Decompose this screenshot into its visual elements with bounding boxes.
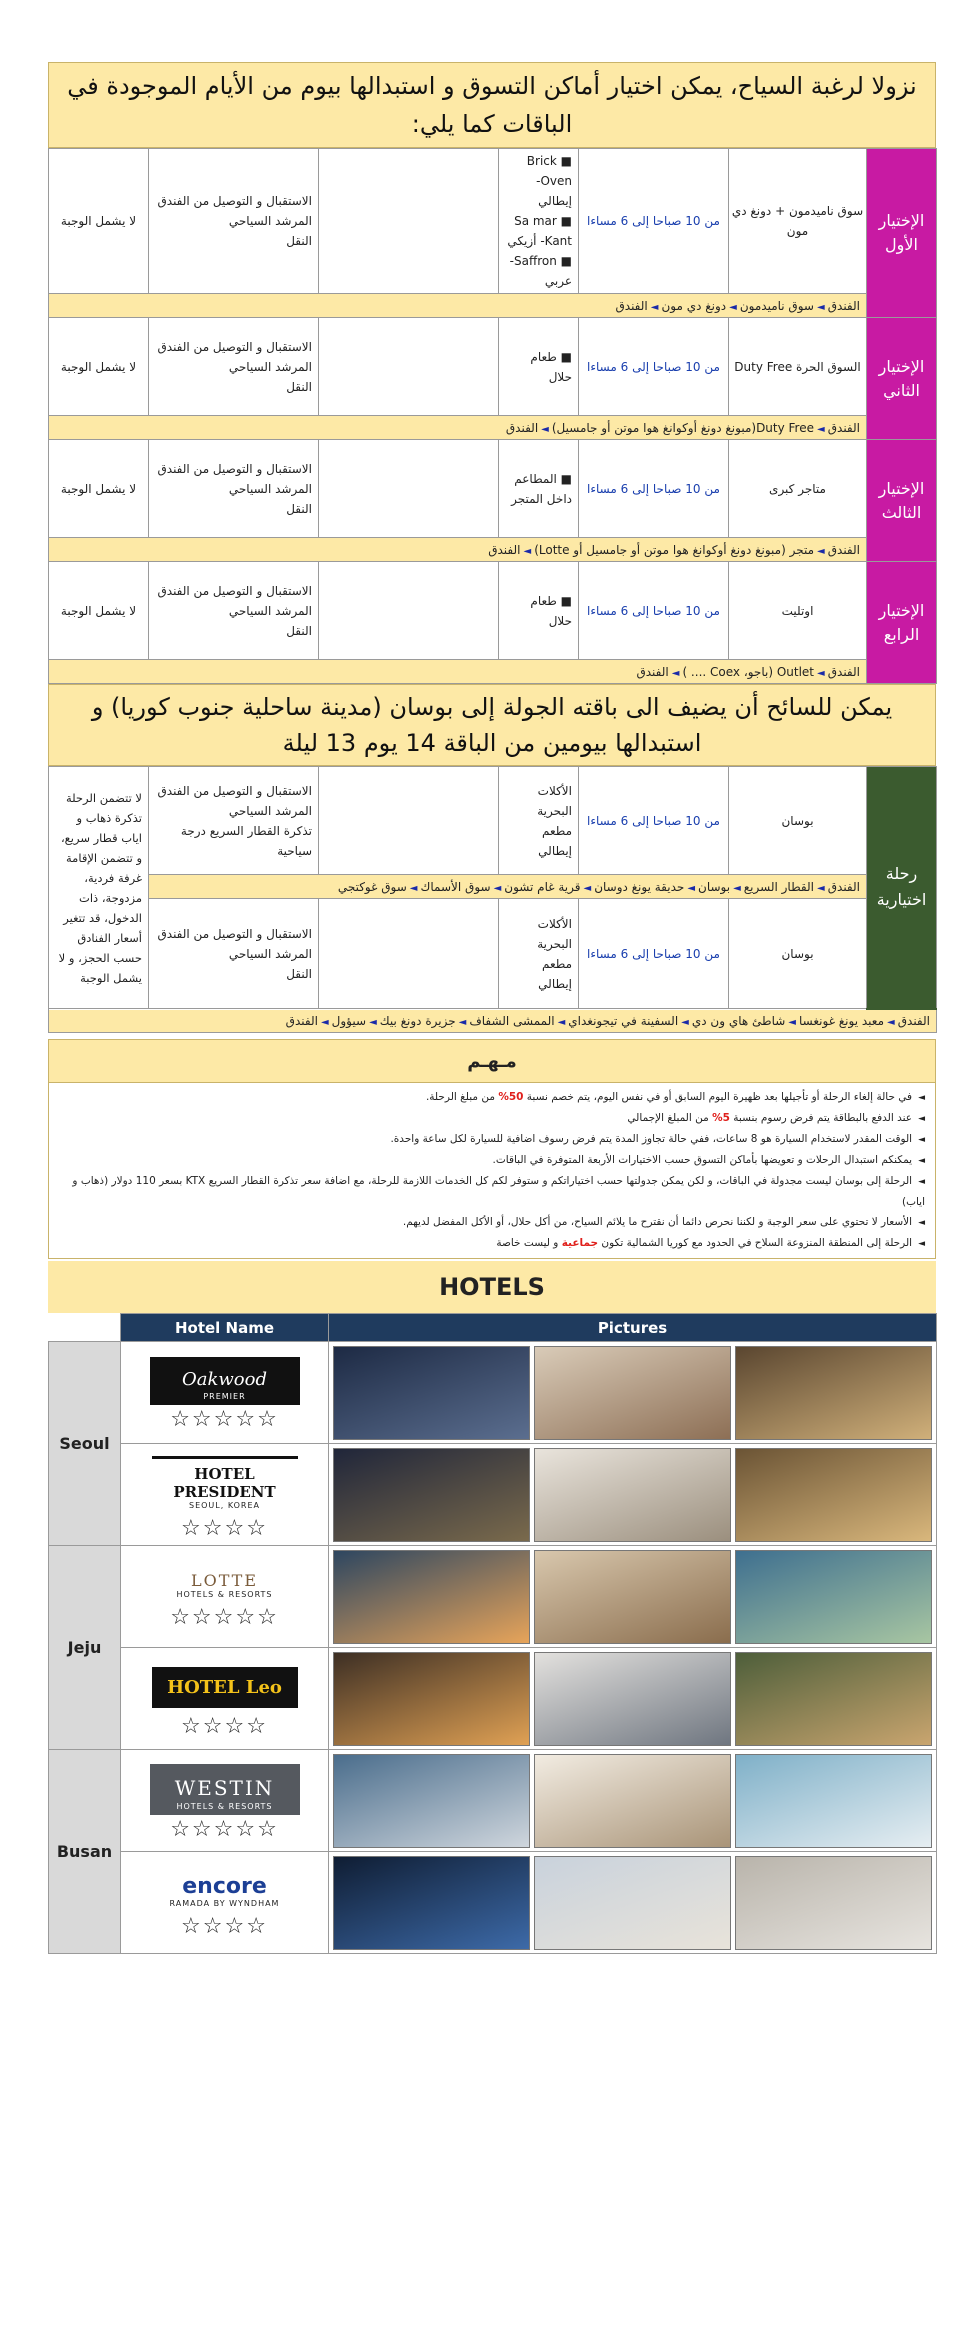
busan-day1-services — [149, 767, 319, 875]
hotel-photo — [333, 1346, 530, 1440]
arrow-left-icon: ◄ — [817, 667, 825, 679]
intro-header: نزولا لرغبة السياح، يمكن اختيار أماكن التسوق و استبدالها بيوم من الأيام الموجودة في الباقات كما يلي: — [48, 62, 936, 148]
hotel-pictures — [329, 1852, 937, 1954]
route-stop: Outlet (باجو، Coex .... ) — [682, 664, 814, 679]
arrow-left-icon: ◄ — [409, 882, 418, 894]
service-line: النقل — [286, 966, 312, 981]
hotel-name-header: Hotel Name — [121, 1314, 329, 1342]
hotel-pictures — [329, 1546, 937, 1648]
hotel-cell — [121, 1648, 329, 1750]
meal-line: ■ طعام حلال — [530, 349, 572, 384]
service-line: المرشد السياحي — [228, 481, 312, 496]
bullet-icon: ◄ — [918, 1177, 925, 1187]
highlight-text: جماعية — [561, 1237, 599, 1249]
busan-day1-time: من 10 صباحا إلى 6 مساءا — [579, 767, 729, 875]
option-services — [149, 318, 319, 416]
service-line: النقل — [286, 379, 312, 394]
meal-line: مطعم إيطالي — [538, 956, 572, 991]
hotel-photo — [735, 1346, 932, 1440]
option-time: من 10 صباحا إلى 6 مساءا — [579, 562, 729, 660]
route-stop: Duty Free(مبونغ دونغ أوكوانغ هوا موتن أو جامسيل) — [551, 420, 814, 435]
service-line: المرشد السياحي — [228, 359, 312, 374]
important-item: ◄في حالة إلغاء الرحلة أو تأجيلها بعد ظهيرة اليوم السابق أو في نفس اليوم، يتم خصم نسبة 50% من مبلغ الرحلة. — [425, 1091, 925, 1103]
route-stop: شاطئ هاي ون دي — [691, 1013, 786, 1028]
arrow-left-icon: ◄ — [817, 545, 825, 557]
hotel-photo — [534, 1652, 731, 1746]
hotel-logo-sub: HOTELS & RESORTS — [176, 1590, 273, 1599]
option-route — [49, 660, 867, 684]
important-item: ◄الأسعار لا تحتوي على سعر الوجبة و لكننا نحرص دائما أن نقترح ما يلائم السياح، من أكل حلال، أو الأكل المفضل لديهم. — [402, 1216, 925, 1228]
option-services — [149, 562, 319, 660]
busan-trip-label: رحلة اختيارية — [867, 767, 937, 1009]
option-route — [49, 416, 867, 440]
route-stop: الفندق — [505, 420, 539, 435]
hotel-photo — [735, 1856, 932, 1950]
option-meals — [499, 562, 579, 660]
option-meal-note: لا يشمل الوجبة — [49, 149, 149, 294]
arrow-left-icon: ◄ — [887, 1016, 895, 1028]
option-place: السوق الحرة Duty Free — [729, 318, 867, 416]
service-line: الاستقبال و التوصيل من الفندق — [157, 194, 312, 208]
option-meal-note: لا يشمل الوجبة — [49, 440, 149, 538]
important-item: ◄الرحلة إلى المنطقة المنزوعة السلاح في الحدود مع كوريا الشمالية تكون جماعية و ليست خاصة — [496, 1237, 925, 1249]
hotel-logo — [150, 1567, 300, 1603]
bullet-icon: ◄ — [918, 1114, 925, 1124]
bullet-icon: ◄ — [918, 1218, 925, 1228]
hotel-photo — [333, 1754, 530, 1848]
service-line: الاستقبال و التوصيل من الفندق — [157, 583, 312, 598]
highlight-text: 50% — [498, 1091, 524, 1103]
star-rating: ☆☆☆☆ — [181, 1713, 268, 1739]
option-label: الإختيار الثاني — [867, 318, 937, 440]
hotel-logo-sub: PREMIER — [203, 1392, 246, 1401]
busan-day2-time: من 10 صباحا إلى 6 مساءا — [579, 899, 729, 1009]
hotel-photo — [333, 1448, 530, 1542]
pictures-header: Pictures — [329, 1314, 937, 1342]
arrow-left-icon: ◄ — [458, 1016, 467, 1028]
hotel-photo — [333, 1652, 530, 1746]
service-line: المرشد السياحي — [228, 803, 312, 818]
city-label: Seoul — [49, 1342, 121, 1546]
arrow-left-icon: ◄ — [817, 882, 825, 894]
meal-line: الأكلات البحرية — [537, 916, 572, 951]
route-stop: الفندق — [897, 1013, 930, 1028]
hotel-photo — [735, 1754, 932, 1848]
hotels-title: HOTELS — [48, 1261, 936, 1313]
service-line: تذكرة القطار السريع درجة سياحية — [180, 823, 312, 858]
hotel-photo — [735, 1448, 932, 1542]
hotels-table — [48, 1313, 937, 1954]
route-stop: الممشى الشفاف — [469, 1013, 555, 1028]
hotel-logo-sub: HOTELS & RESORTS — [176, 1801, 273, 1811]
hotel-photo — [534, 1754, 731, 1848]
route-stop: سوق غوكتجي — [337, 879, 407, 894]
hotel-logo — [150, 1764, 300, 1815]
bullet-icon: ◄ — [918, 1093, 925, 1103]
route-stop: الفندق — [827, 420, 860, 435]
hotel-cell — [121, 1750, 329, 1852]
hotel-photo — [735, 1550, 932, 1644]
busan-header: يمكن للسائح أن يضيف الى باقته الجولة إلى بوسان (مدينة ساحلية جنوب كوريا) و استبدالها بيومين من الباقة 14 يوم 13 ليلة — [48, 684, 936, 766]
option-meals — [499, 318, 579, 416]
arrow-left-icon: ◄ — [733, 882, 741, 894]
important-item: ◄عند الدفع بالبطاقة يتم فرض رسوم بنسبة 5% من المبلغ الإجمالي — [627, 1112, 925, 1124]
route-stop: بوسان — [698, 879, 731, 894]
meal-line: ■ Brick Oven- إيطالي — [526, 154, 572, 208]
hotel-logo-sub: SEOUL, KOREA — [188, 1501, 261, 1510]
service-line: النقل — [286, 234, 312, 248]
route-stop: القطار السريع — [743, 879, 814, 894]
important-list — [48, 1083, 936, 1259]
important-title: مـهـم — [48, 1039, 936, 1083]
service-line: المرشد السياحي — [228, 603, 312, 618]
busan-day1-route — [149, 875, 867, 899]
options-table — [48, 148, 937, 684]
hotel-photo — [534, 1856, 731, 1950]
option-meal-note: لا يشمل الوجبة — [49, 562, 149, 660]
hotel-photo — [333, 1856, 530, 1950]
option-services — [149, 149, 319, 294]
option-meals — [499, 440, 579, 538]
city-label: Busan — [49, 1750, 121, 1954]
arrow-left-icon: ◄ — [687, 882, 696, 894]
meal-line: ■ Sa mar Kant- أزيكي — [507, 214, 572, 248]
star-rating: ☆☆☆☆☆ — [170, 1816, 279, 1842]
option-place: اوتليت — [729, 562, 867, 660]
option-label: الإختيار الرابع — [867, 562, 937, 684]
hotel-logo — [150, 1452, 300, 1514]
route-stop: معبد يونغ غونغسا — [799, 1013, 884, 1028]
important-item: ◄الوقت المقدر لاستخدام السيارة هو 8 ساعات، ففي حالة تجاوز المدة يتم فرض رسوف اضافية للسيارة لكل ساعة واحدة. — [390, 1133, 925, 1145]
option-time: من 10 صباحا إلى 6 مساءا — [579, 440, 729, 538]
busan-table — [48, 766, 937, 1033]
hotel-cell — [121, 1444, 329, 1546]
hotel-logo — [150, 1663, 300, 1712]
hotel-pictures — [329, 1750, 937, 1852]
option-label: الإختيار الأول — [867, 149, 937, 318]
bullet-icon: ◄ — [918, 1156, 925, 1166]
route-stop: حديقة يونغ دوسان — [594, 879, 685, 894]
hotel-logo-name: HOTEL Leo — [152, 1667, 298, 1708]
meal-line: ■ المطاعم داخل المتجر — [511, 471, 572, 506]
route-stop: سوق الأسماك — [420, 879, 491, 894]
important-item: ◄الرحلة إلى بوسان ليست مجدولة في الباقات، و لكن يمكن جدولتها حسب اختياراتكم و ستوفر لكم كل الخدمات اللازمة للرحلة، مع اضافة سعر تذكرة القطار السريع KTX بسعر 110 دولار (ذهاب و اياب) — [72, 1175, 925, 1208]
busan-note: لا تتضمن الرحلة تذكرة ذهاب و اياب قطار سريع، و تتضمن الإقامة غرفة فردية، مزدوجة، ذات الدخول، قد تتغير أسعار الفنادق حسب الحجز، و لا يشمل الوجبة — [49, 767, 149, 1009]
route-stop: قرية غام تشون — [504, 879, 581, 894]
arrow-left-icon: ◄ — [650, 301, 659, 313]
hotel-logo — [150, 1870, 300, 1912]
hotel-logo-name: HOTEL PRESIDENT — [152, 1456, 298, 1501]
option-route — [49, 538, 867, 562]
route-stop: الفندق — [615, 298, 648, 313]
service-line: المرشد السياحي — [228, 214, 312, 228]
hotel-photo — [534, 1550, 731, 1644]
star-rating: ☆☆☆☆☆ — [170, 1605, 279, 1630]
hotel-photo — [534, 1448, 731, 1542]
option-meal-note: لا يشمل الوجبة — [49, 318, 149, 416]
option-time: من 10 صباحا إلى 6 مساءا — [579, 149, 729, 294]
arrow-left-icon: ◄ — [541, 423, 549, 435]
star-rating: ☆☆☆☆ — [181, 1914, 268, 1939]
important-item: ◄يمكنكم استبدال الرحلات و تعويضها بأماكن التسوق حسب الاختيارات الأربعة المتوفرة في الباقات. — [492, 1154, 925, 1166]
hotel-logo-name: Oakwood — [152, 1361, 298, 1392]
route-stop: الفندق — [827, 298, 860, 313]
busan-day2-meals — [499, 899, 579, 1009]
route-stop: دونغ دي مون — [661, 298, 727, 313]
star-rating: ☆☆☆☆☆ — [170, 1407, 279, 1432]
busan-day2-place: بوسان — [729, 899, 867, 1009]
arrow-left-icon: ◄ — [583, 882, 592, 894]
meal-line: ■ Saffron- عربي — [509, 254, 572, 288]
star-rating: ☆☆☆☆ — [181, 1516, 268, 1541]
busan-day2-services — [149, 899, 319, 1009]
hotel-logo-name: encore — [182, 1874, 267, 1899]
service-line: المرشد السياحي — [228, 946, 312, 961]
arrow-left-icon: ◄ — [523, 545, 532, 557]
hotel-pictures — [329, 1342, 937, 1444]
arrow-left-icon: ◄ — [788, 1016, 796, 1028]
arrow-left-icon: ◄ — [681, 1016, 689, 1028]
arrow-left-icon: ◄ — [369, 1016, 377, 1028]
option-services — [149, 440, 319, 538]
meal-line: ■ طعام حلال — [530, 593, 572, 628]
arrow-left-icon: ◄ — [671, 667, 680, 679]
hotel-photo — [735, 1652, 932, 1746]
bullet-icon: ◄ — [918, 1135, 925, 1145]
hotel-cell — [121, 1342, 329, 1444]
route-stop: سوق ناميدمون — [739, 298, 814, 313]
arrow-left-icon: ◄ — [320, 1016, 329, 1028]
route-stop: الفندق — [285, 1013, 318, 1028]
option-label: الإختيار الثالث — [867, 440, 937, 562]
hotel-cell — [121, 1546, 329, 1648]
bullet-icon: ◄ — [918, 1239, 925, 1249]
busan-day1-meals — [499, 767, 579, 875]
arrow-left-icon: ◄ — [729, 301, 737, 313]
route-stop: متجر (مبونغ دونغ أوكوانغ هوا موتن أو جامسيل أو Lotte) — [534, 542, 814, 557]
route-stop: سيؤول — [331, 1013, 367, 1028]
route-stop: الفندق — [488, 542, 521, 557]
route-stop: الفندق — [827, 879, 860, 894]
city-label: Jeju — [49, 1546, 121, 1750]
busan-day1-place: بوسان — [729, 767, 867, 875]
option-route — [49, 294, 867, 318]
hotel-pictures — [329, 1444, 937, 1546]
meal-line: الأكلات البحرية — [537, 783, 572, 818]
route-stop: السفينة في تيجونغداي — [568, 1013, 679, 1028]
service-line: النقل — [286, 501, 312, 516]
hotel-logo — [150, 1357, 300, 1405]
route-stop: الفندق — [827, 664, 860, 679]
hotel-logo-name: WESTIN — [152, 1768, 298, 1802]
hotel-cell — [121, 1852, 329, 1954]
highlight-text: 5% — [712, 1112, 730, 1124]
route-stop: الفندق — [636, 664, 669, 679]
program-sheet — [48, 62, 936, 1954]
service-line: الاستقبال و التوصيل من الفندق — [157, 461, 312, 476]
hotel-logo-sub: RAMADA BY WYNDHAM — [169, 1899, 280, 1908]
hotel-photo — [534, 1346, 731, 1440]
meal-line: مطعم إيطالي — [538, 823, 572, 858]
option-time: من 10 صباحا إلى 6 مساءا — [579, 318, 729, 416]
arrow-left-icon: ◄ — [817, 423, 825, 435]
arrow-left-icon: ◄ — [817, 301, 825, 313]
option-place: متاجر كبرى — [729, 440, 867, 538]
service-line: النقل — [286, 623, 312, 638]
route-stop: الفندق — [827, 542, 860, 557]
option-meals — [499, 149, 579, 294]
service-line: الاستقبال و التوصيل من الفندق — [157, 783, 312, 798]
arrow-left-icon: ◄ — [557, 1016, 566, 1028]
arrow-left-icon: ◄ — [493, 882, 502, 894]
option-place: سوق ناميدمون + دونغ دي مون — [729, 149, 867, 294]
hotel-photo — [333, 1550, 530, 1644]
service-line: الاستقبال و التوصيل من الفندق — [157, 339, 312, 354]
hotel-pictures — [329, 1648, 937, 1750]
service-line: الاستقبال و التوصيل من الفندق — [157, 926, 312, 941]
route-stop: جزيرة دونغ بيك — [379, 1013, 456, 1028]
hotel-logo-name: LOTTE — [190, 1571, 259, 1590]
busan-day2-route — [49, 1009, 937, 1033]
